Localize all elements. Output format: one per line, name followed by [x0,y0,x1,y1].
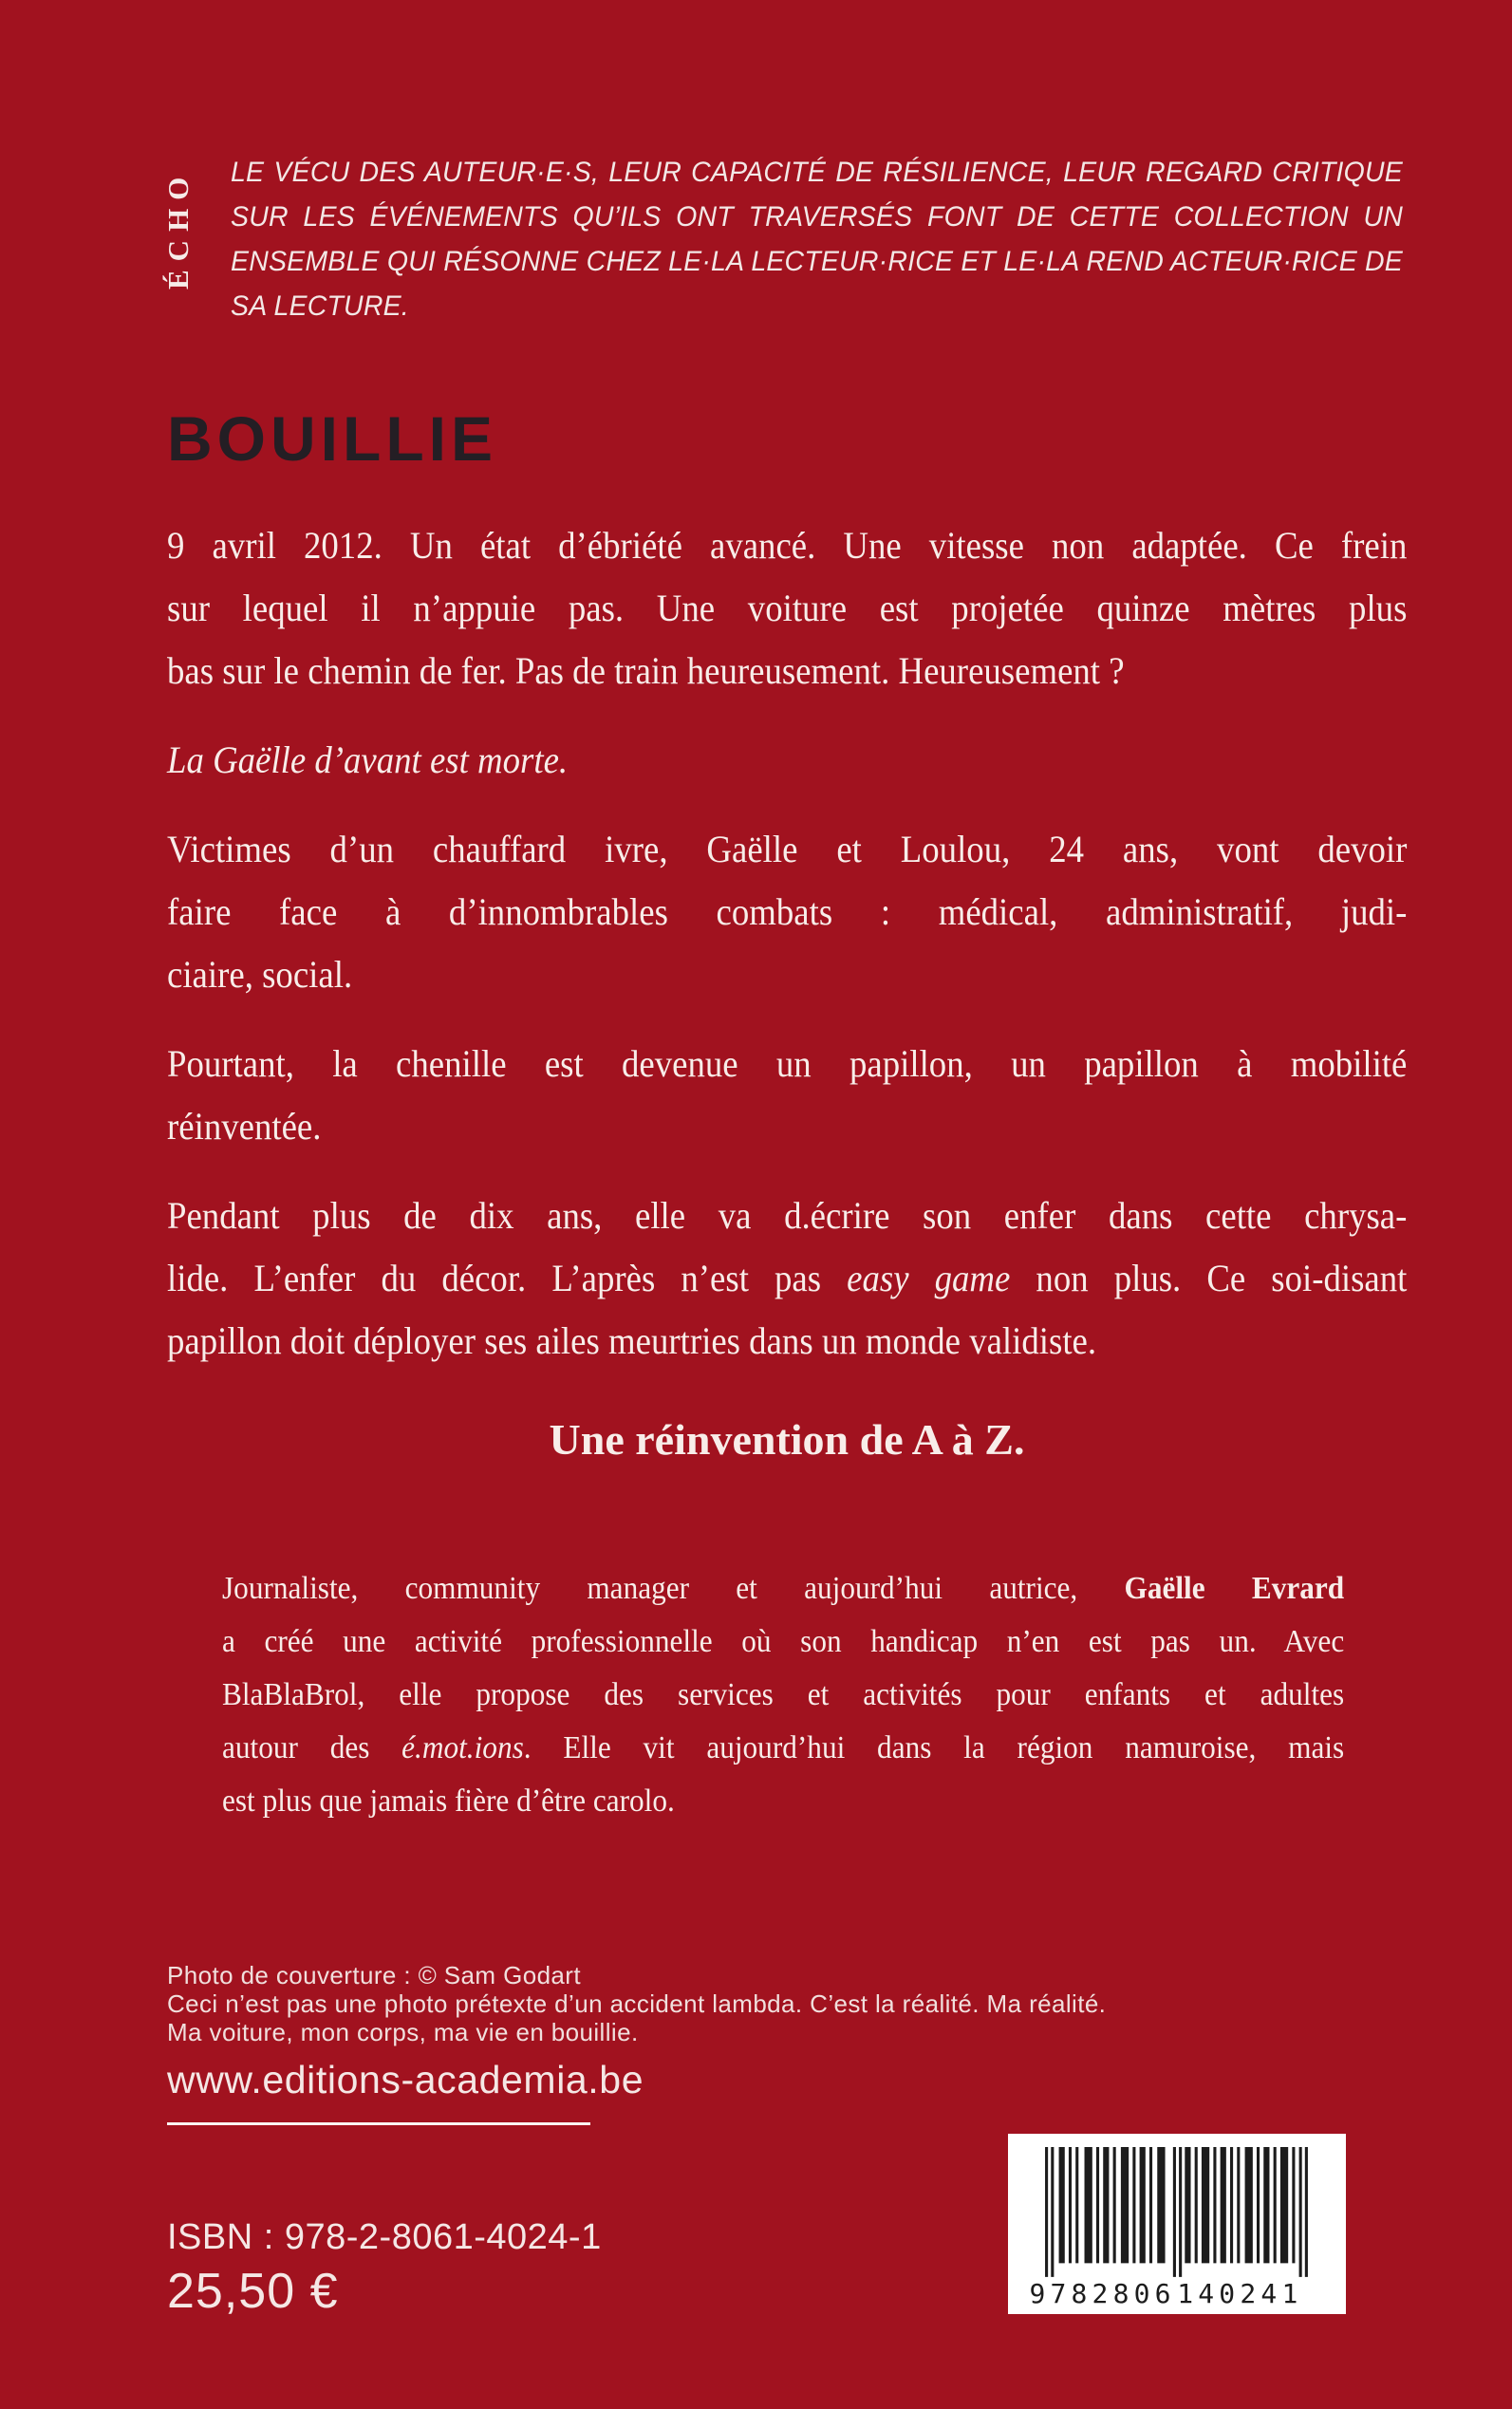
paragraph-victimes [167,818,1407,1006]
bio-line: BlaBlaBrol, elle propose des services et activités pour enfants et adultes [222,1677,1345,1712]
author-name: Gaëlle Evrard [1124,1571,1345,1606]
paragraph-chenille [167,1033,1407,1158]
synopsis-line: sur lequel il n’appuie pas. Une voiture est projetée quinze mètres plus [167,587,1408,629]
synopsis-line: Pendant plus de dix ans, elle va d.écrire son enfer dans cette chrysa- [167,1194,1408,1237]
synopsis-line: Victimes d’un chauffard ivre, Gaëlle et Loulou, 24 ans, vont devoir [167,828,1408,870]
bio-line: a créé une activité professionnelle où son handicap n’en est pas un. Avec [222,1624,1345,1659]
paragraph-chrysalide [167,1185,1407,1373]
book-title: BOUILLIE [167,403,497,474]
credit-line: Ma voiture, mon corps, ma vie en bouillie. [167,2018,639,2046]
author-bio [222,1562,1344,1828]
barcode-digits-group2: 140241 [1177,2277,1303,2306]
barcode-digits-group1: 782806 [1050,2277,1176,2306]
collection-intro [231,150,1403,328]
isbn-label: ISBN : 978-2-8061-4024-1 [167,2217,602,2257]
synopsis-line-segment-italic: easy game [847,1257,1011,1299]
divider-rule [167,2122,590,2125]
bio-line-segment: autour des [222,1730,402,1765]
bio-line [222,1562,1344,1615]
synopsis-line: faire face à d’innombrables combats : médical, administratif, judi- [167,890,1408,933]
tagline: Une réinvention de A à Z. [549,1415,1025,1464]
synopsis-line [167,1247,1407,1310]
synopsis-line: ciaire, social. [167,953,353,996]
bio-line-segment: Journaliste, community manager et aujourd’hui autrice, [222,1571,1125,1606]
collection-intro-line: LE VÉCU DES AUTEUR·E·S, LEUR CAPACITÉ DE RÉSILIENCE, LEUR REGARD CRITIQUE [231,157,1403,188]
synopsis-line-segment: lide. L’enfer du décor. L’après n’est pas [167,1257,848,1299]
credit-line: Photo de couverture : © Sam Godart [167,1961,581,1989]
synopsis-line: bas sur le chemin de fer. Pas de train heureusement. Heureusement ? [167,649,1125,692]
ean13-barcode [1029,2147,1325,2306]
price-label: 25,50 € [167,2264,339,2319]
barcode-digit-left: 9 [1029,2277,1051,2306]
paragraph-accident [167,514,1407,702]
publisher-website: www.editions-academia.be [167,2058,644,2101]
collection-intro-line: SA LECTURE. [231,290,409,322]
synopsis-line: Pourtant, la chenille est devenue un papillon, un papillon à mobilité [167,1042,1408,1085]
synopsis-line: réinventée. [167,1105,322,1148]
paragraph-gaelle-davant: La Gaëlle d’avant est morte. [167,738,569,781]
collection-label-vertical: ÉCHO [161,168,195,289]
barcode-panel [1008,2134,1346,2314]
synopsis-line-segment: non plus. Ce soi-disant [1010,1257,1408,1299]
barcode-bars [1059,2147,1296,2263]
bio-line-segment-italic: é.mot.ions [401,1730,524,1765]
collection-intro-line: ENSEMBLE QUI RÉSONNE CHEZ LE·LA LECTEUR·RICE ET LE·LA REND ACTEUR·RICE DE [231,246,1403,277]
synopsis-line: papillon doit déployer ses ailes meurtries dans un monde validiste. [167,1319,1097,1362]
credit-line: Ceci n’est pas une photo prétexte d’un accident lambda. C’est la réalité. Ma réalité. [167,1989,1107,2018]
synopsis-line: 9 avril 2012. Un état d’ébriété avancé. Une vitesse non adaptée. Ce frein [167,524,1408,567]
bio-line-segment: . Elle vit aujourd’hui dans la région namuroise, mais [523,1730,1345,1765]
collection-intro-line: SUR LES ÉVÉNEMENTS QU’ILS ONT TRAVERSÉS FONT DE CETTE COLLECTION UN [231,201,1403,233]
bio-line [222,1722,1344,1775]
synopsis [167,514,1407,1399]
bio-line: est plus que jamais fière d’être carolo. [222,1783,675,1819]
photo-credits [167,1961,1106,2046]
